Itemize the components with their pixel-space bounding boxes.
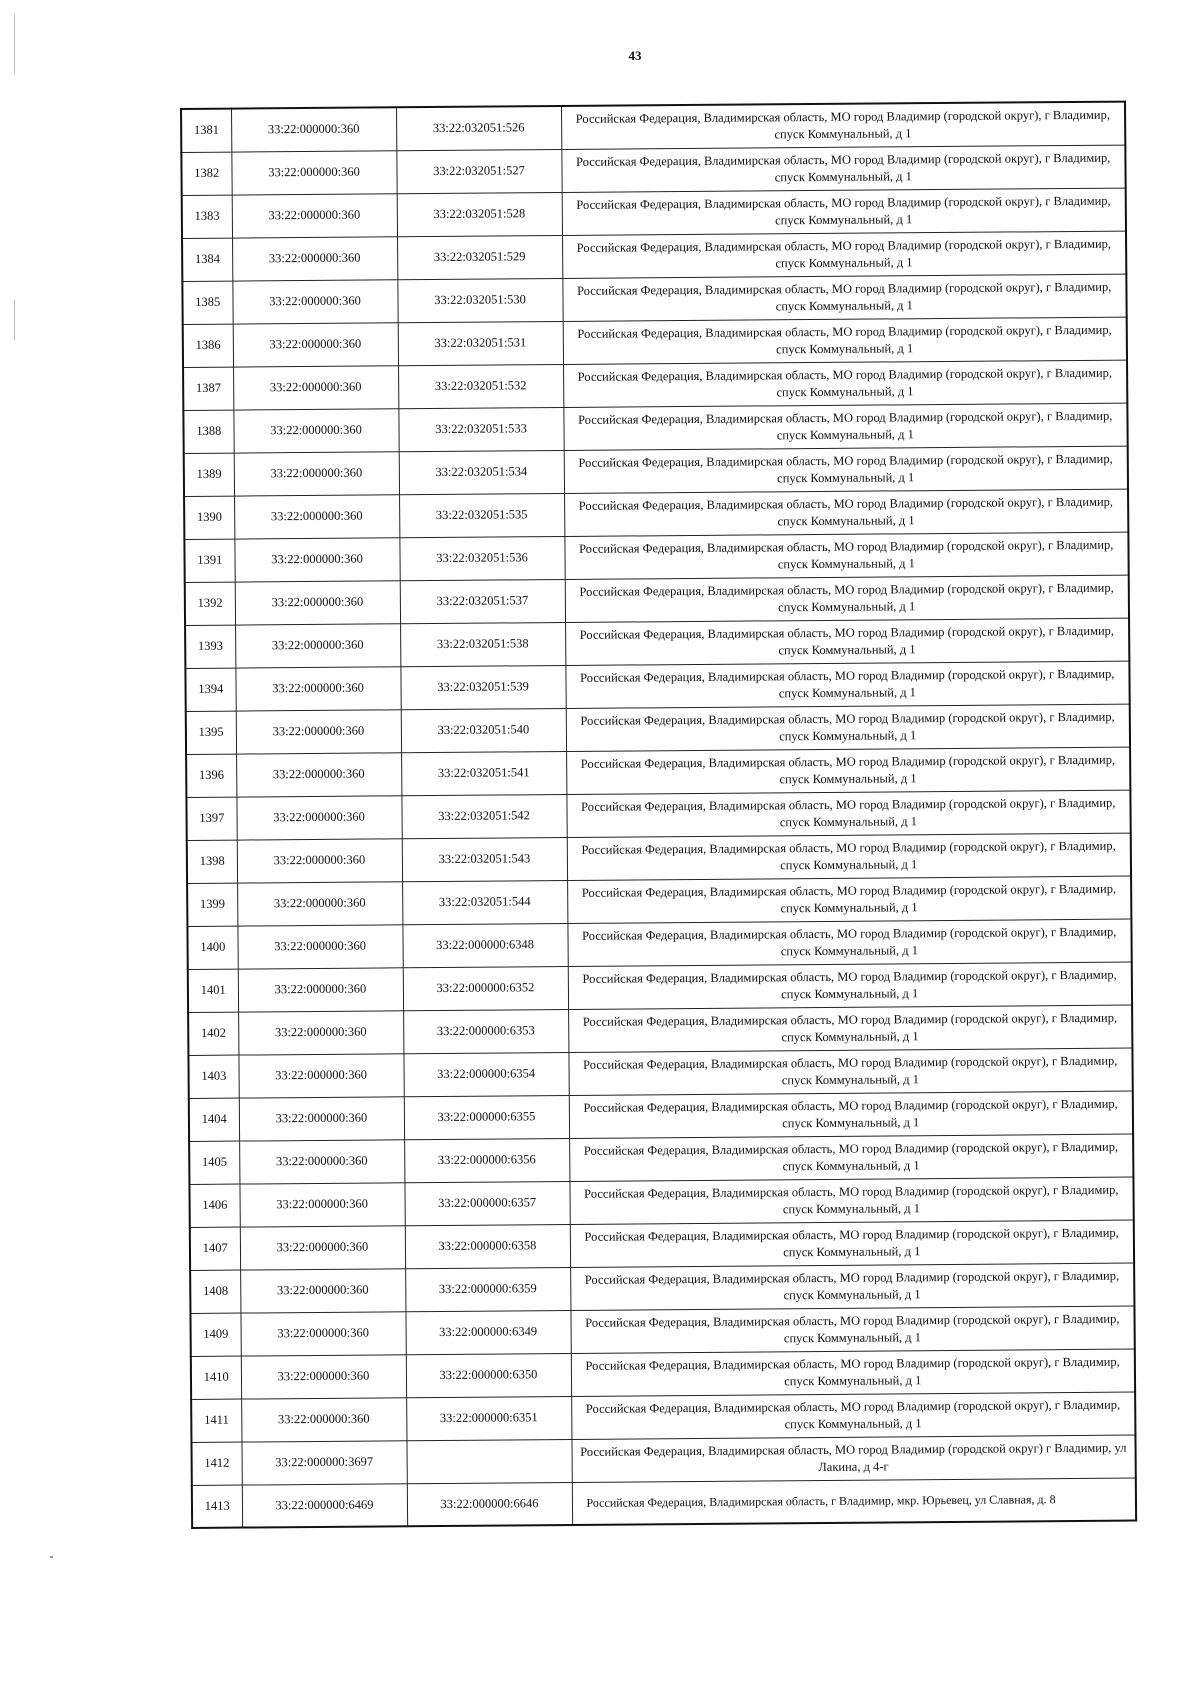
quarter-number-cell: 33:22:000000:360 <box>239 1182 404 1226</box>
quarter-number-cell: 33:22:000000:360 <box>234 451 399 495</box>
cadastral-number-cell: 33:22:032051:530 <box>397 278 562 322</box>
table-row <box>186 747 1130 797</box>
cadastral-number-cell: 33:22:000000:6356 <box>404 1138 569 1182</box>
quarter-number-cell: 33:22:000000:360 <box>232 193 397 237</box>
table-row <box>192 1478 1136 1528</box>
quarter-number-cell: 33:22:000000:360 <box>238 967 403 1011</box>
address-cell: Российская Федерация, Владимирская область, МО город Владимир (городской округ), г Владимир, спуск Коммунальный, д 1 <box>561 102 1125 149</box>
address-cell: Российская Федерация, Владимирская область, МО город Владимир (городской округ), г Владимир, спуск Коммунальный, д 1 <box>570 1263 1134 1310</box>
quarter-number-cell: 33:22:000000:360 <box>235 666 400 710</box>
cadastral-number-cell: 33:22:032051:541 <box>401 751 566 795</box>
cadastral-number-cell: 33:22:032051:528 <box>397 192 562 236</box>
scan-margin-line-mid <box>14 300 15 340</box>
cadastral-table <box>180 101 1137 1529</box>
cadastral-number-cell: 33:22:032051:543 <box>402 837 567 881</box>
quarter-number-cell: 33:22:000000:360 <box>234 537 399 581</box>
table-row <box>187 833 1131 883</box>
table-row <box>187 876 1131 926</box>
quarter-number-cell: 33:22:000000:360 <box>237 924 402 968</box>
cadastral-number-cell: 33:22:000000:6646 <box>407 1482 572 1526</box>
table-row <box>183 403 1127 453</box>
address-cell: Российская Федерация, Владимирская область, МО город Владимир (городской округ), г Владимир, спуск Коммунальный, д 1 <box>566 704 1130 751</box>
row-number-cell: 1399 <box>187 883 237 926</box>
table-row <box>184 532 1128 582</box>
row-number-cell: 1397 <box>186 797 236 840</box>
row-number-cell: 1409 <box>190 1313 240 1356</box>
address-cell: Российская Федерация, Владимирская область, МО город Владимир (городской округ), г Владимир, спуск Коммунальный, д 1 <box>563 317 1127 364</box>
quarter-number-cell: 33:22:000000:360 <box>240 1311 405 1355</box>
row-number-cell: 1392 <box>185 582 235 625</box>
cadastral-number-cell: 33:22:000000:6350 <box>406 1353 571 1397</box>
address-cell: Российская Федерация, Владимирская область, МО город Владимир (городской округ), г Владимир, спуск Коммунальный, д 1 <box>569 1091 1133 1138</box>
address-cell: Российская Федерация, Владимирская область, МО город Владимир (городской округ), г Владимир, спуск Коммунальный, д 1 <box>564 532 1128 579</box>
quarter-number-cell: 33:22:000000:360 <box>232 236 397 280</box>
table-row <box>181 145 1125 195</box>
table-row <box>185 575 1129 625</box>
table-row <box>189 1134 1133 1184</box>
address-cell: Российская Федерация, Владимирская область, г Владимир, мкр. Юрьевец, ул Славная, д. 8 <box>572 1478 1136 1525</box>
row-number-cell: 1398 <box>187 840 237 883</box>
table-row <box>188 1005 1132 1055</box>
table-row <box>187 919 1131 969</box>
cadastral-number-cell: 33:22:032051:526 <box>396 106 561 150</box>
cadastral-number-cell <box>406 1439 571 1483</box>
address-cell: Российская Федерация, Владимирская область, МО город Владимир (городской округ), г Владимир, спуск Коммунальный, д 1 <box>566 747 1130 794</box>
row-number-cell: 1386 <box>183 324 233 367</box>
cadastral-number-cell: 33:22:032051:535 <box>399 493 564 537</box>
row-number-cell: 1393 <box>185 625 235 668</box>
address-cell: Российская Федерация, Владимирская область, МО город Владимир (городской округ), г Владимир, спуск Коммунальный, д 1 <box>566 790 1130 837</box>
cadastral-number-cell: 33:22:032051:532 <box>398 364 563 408</box>
row-number-cell: 1391 <box>184 539 234 582</box>
table-row <box>189 1177 1133 1227</box>
row-number-cell: 1381 <box>181 109 231 152</box>
cadastral-number-cell: 33:22:032051:542 <box>401 794 566 838</box>
address-cell: Российская Федерация, Владимирская область, МО город Владимир (городской округ), г Владимир, спуск Коммунальный, д 1 <box>568 1005 1132 1052</box>
row-number-cell: 1382 <box>181 152 231 195</box>
document-table-container <box>180 101 1135 1529</box>
table-row <box>182 188 1126 238</box>
cadastral-number-cell: 33:22:000000:6359 <box>405 1267 570 1311</box>
row-number-cell: 1404 <box>189 1098 239 1141</box>
scan-margin-line-top <box>14 14 15 74</box>
table-row <box>190 1263 1134 1313</box>
row-number-cell: 1405 <box>189 1141 239 1184</box>
table-row <box>191 1435 1135 1485</box>
address-cell: Российская Федерация, Владимирская область, МО город Владимир (городской округ), г Владимир, спуск Коммунальный, д 1 <box>570 1306 1134 1353</box>
table-row <box>188 1048 1132 1098</box>
cadastral-number-cell: 33:22:032051:540 <box>401 708 566 752</box>
quarter-number-cell: 33:22:000000:360 <box>235 580 400 624</box>
cadastral-number-cell: 33:22:000000:6349 <box>405 1310 570 1354</box>
table-row <box>182 231 1126 281</box>
table-body <box>181 102 1136 1528</box>
row-number-cell: 1396 <box>186 754 236 797</box>
table-row <box>188 962 1132 1012</box>
cadastral-number-cell: 33:22:000000:6357 <box>404 1181 569 1225</box>
table-row <box>181 102 1125 152</box>
cadastral-number-cell: 33:22:000000:6354 <box>403 1052 568 1096</box>
cadastral-number-cell: 33:22:032051:529 <box>397 235 562 279</box>
quarter-number-cell: 33:22:000000:360 <box>233 322 398 366</box>
row-number-cell: 1387 <box>183 367 233 410</box>
cadastral-number-cell: 33:22:032051:527 <box>396 149 561 193</box>
cadastral-number-cell: 33:22:032051:544 <box>402 880 567 924</box>
scan-speck <box>50 1556 53 1558</box>
cadastral-number-cell: 33:22:000000:6355 <box>404 1095 569 1139</box>
quarter-number-cell: 33:22:000000:360 <box>239 1096 404 1140</box>
table-row <box>186 704 1130 754</box>
row-number-cell: 1402 <box>188 1012 238 1055</box>
cadastral-number-cell: 33:22:032051:539 <box>400 665 565 709</box>
cadastral-number-cell: 33:22:032051:538 <box>400 622 565 666</box>
address-cell: Российская Федерация, Владимирская область, МО город Владимир (городской округ), г Владимир, спуск Коммунальный, д 1 <box>564 446 1128 493</box>
table-row <box>186 790 1130 840</box>
address-cell: Российская Федерация, Владимирская область, МО город Владимир (городской округ), г Владимир, спуск Коммунальный, д 1 <box>562 274 1126 321</box>
quarter-number-cell: 33:22:000000:360 <box>240 1268 405 1312</box>
quarter-number-cell: 33:22:000000:360 <box>238 1053 403 1097</box>
quarter-number-cell: 33:22:000000:360 <box>239 1139 404 1183</box>
row-number-cell: 1389 <box>184 453 234 496</box>
table-row <box>183 317 1127 367</box>
table-row <box>185 618 1129 668</box>
address-cell: Российская Федерация, Владимирская область, МО город Владимир (городской округ), г Владимир, спуск Коммунальный, д 1 <box>568 962 1132 1009</box>
quarter-number-cell: 33:22:000000:360 <box>237 881 402 925</box>
address-cell: Российская Федерация, Владимирская область, МО город Владимир (городской округ), г Владимир, спуск Коммунальный, д 1 <box>563 403 1127 450</box>
quarter-number-cell: 33:22:000000:360 <box>241 1397 406 1441</box>
cadastral-number-cell: 33:22:032051:533 <box>398 407 563 451</box>
cadastral-number-cell: 33:22:000000:6353 <box>403 1009 568 1053</box>
table-row <box>185 661 1129 711</box>
cadastral-number-cell: 33:22:032051:531 <box>398 321 563 365</box>
quarter-number-cell: 33:22:000000:360 <box>233 365 398 409</box>
address-cell: Российская Федерация, Владимирская область, МО город Владимир (городской округ), г Владимир, спуск Коммунальный, д 1 <box>567 833 1131 880</box>
address-cell: Российская Федерация, Владимирская область, МО город Владимир (городской округ), г Владимир, спуск Коммунальный, д 1 <box>569 1177 1133 1224</box>
quarter-number-cell: 33:22:000000:360 <box>236 709 401 753</box>
row-number-cell: 1413 <box>192 1485 242 1528</box>
row-number-cell: 1400 <box>187 926 237 969</box>
row-number-cell: 1403 <box>188 1055 238 1098</box>
row-number-cell: 1384 <box>182 238 232 281</box>
page-number: 43 <box>628 48 642 63</box>
row-number-cell: 1395 <box>186 711 236 754</box>
address-cell: Российская Федерация, Владимирская область, МО город Владимир (городской округ), г Владимир, спуск Коммунальный, д 1 <box>569 1134 1133 1181</box>
row-number-cell: 1388 <box>183 410 233 453</box>
row-number-cell: 1406 <box>189 1184 239 1227</box>
row-number-cell: 1407 <box>190 1227 240 1270</box>
quarter-number-cell: 33:22:000000:6469 <box>242 1483 407 1527</box>
table-row <box>190 1306 1134 1356</box>
cadastral-number-cell: 33:22:032051:534 <box>399 450 564 494</box>
row-number-cell: 1408 <box>190 1270 240 1313</box>
table-row <box>189 1091 1133 1141</box>
table-row <box>190 1220 1134 1270</box>
quarter-number-cell: 33:22:000000:360 <box>240 1225 405 1269</box>
cadastral-number-cell: 33:22:000000:6348 <box>402 923 567 967</box>
address-cell: Российская Федерация, Владимирская область, МО город Владимир (городской округ), г Владимир, спуск Коммунальный, д 1 <box>571 1392 1135 1439</box>
cadastral-number-cell: 33:22:000000:6358 <box>405 1224 570 1268</box>
address-cell: Российская Федерация, Владимирская область, МО город Владимир (городской округ), г Владимир, спуск Коммунальный, д 1 <box>567 876 1131 923</box>
table-row <box>183 360 1127 410</box>
cadastral-number-cell: 33:22:000000:6352 <box>403 966 568 1010</box>
table-row <box>184 489 1128 539</box>
quarter-number-cell: 33:22:000000:3697 <box>241 1440 406 1484</box>
address-cell: Российская Федерация, Владимирская область, МО город Владимир (городской округ), г Владимир, спуск Коммунальный, д 1 <box>570 1220 1134 1267</box>
cadastral-number-cell: 33:22:032051:537 <box>400 579 565 623</box>
address-cell: Российская Федерация, Владимирская область, МО город Владимир (городской округ), г Владимир, спуск Коммунальный, д 1 <box>561 145 1125 192</box>
address-cell: Российская Федерация, Владимирская область, МО город Владимир (городской округ), г Владимир, спуск Коммунальный, д 1 <box>565 661 1129 708</box>
quarter-number-cell: 33:22:000000:360 <box>235 623 400 667</box>
address-cell: Российская Федерация, Владимирская область, МО город Владимир (городской округ), г Владимир, спуск Коммунальный, д 1 <box>562 231 1126 278</box>
quarter-number-cell: 33:22:000000:360 <box>231 107 396 151</box>
address-cell: Российская Федерация, Владимирская область, МО город Владимир (городской округ) г Владимир, ул Лакина, д 4-г <box>571 1435 1135 1482</box>
row-number-cell: 1394 <box>185 668 235 711</box>
table-row <box>184 446 1128 496</box>
address-cell: Российская Федерация, Владимирская область, МО город Владимир (городской округ), г Владимир, спуск Коммунальный, д 1 <box>565 575 1129 622</box>
row-number-cell: 1412 <box>191 1442 241 1485</box>
address-cell: Российская Федерация, Владимирская область, МО город Владимир (городской округ), г Владимир, спуск Коммунальный, д 1 <box>571 1349 1135 1396</box>
table-row <box>182 274 1126 324</box>
address-cell: Российская Федерация, Владимирская область, МО город Владимир (городской округ), г Владимир, спуск Коммунальный, д 1 <box>567 919 1131 966</box>
address-cell: Российская Федерация, Владимирская область, МО город Владимир (городской округ), г Владимир, спуск Коммунальный, д 1 <box>565 618 1129 665</box>
quarter-number-cell: 33:22:000000:360 <box>241 1354 406 1398</box>
row-number-cell: 1410 <box>191 1356 241 1399</box>
table-row <box>191 1349 1135 1399</box>
row-number-cell: 1383 <box>182 195 232 238</box>
cadastral-number-cell: 33:22:032051:536 <box>399 536 564 580</box>
address-cell: Российская Федерация, Владимирская область, МО город Владимир (городской округ), г Владимир, спуск Коммунальный, д 1 <box>562 188 1126 235</box>
quarter-number-cell: 33:22:000000:360 <box>236 752 401 796</box>
row-number-cell: 1390 <box>184 496 234 539</box>
address-cell: Российская Федерация, Владимирская область, МО город Владимир (городской округ), г Владимир, спуск Коммунальный, д 1 <box>564 489 1128 536</box>
quarter-number-cell: 33:22:000000:360 <box>232 279 397 323</box>
row-number-cell: 1385 <box>182 281 232 324</box>
cadastral-number-cell: 33:22:000000:6351 <box>406 1396 571 1440</box>
row-number-cell: 1411 <box>191 1399 241 1442</box>
quarter-number-cell: 33:22:000000:360 <box>238 1010 403 1054</box>
quarter-number-cell: 33:22:000000:360 <box>231 150 396 194</box>
quarter-number-cell: 33:22:000000:360 <box>233 408 398 452</box>
quarter-number-cell: 33:22:000000:360 <box>236 795 401 839</box>
table-row <box>191 1392 1135 1442</box>
row-number-cell: 1401 <box>188 969 238 1012</box>
quarter-number-cell: 33:22:000000:360 <box>237 838 402 882</box>
address-cell: Российская Федерация, Владимирская область, МО город Владимир (городской округ), г Владимир, спуск Коммунальный, д 1 <box>563 360 1127 407</box>
quarter-number-cell: 33:22:000000:360 <box>234 494 399 538</box>
address-cell: Российская Федерация, Владимирская область, МО город Владимир (городской округ), г Владимир, спуск Коммунальный, д 1 <box>568 1048 1132 1095</box>
